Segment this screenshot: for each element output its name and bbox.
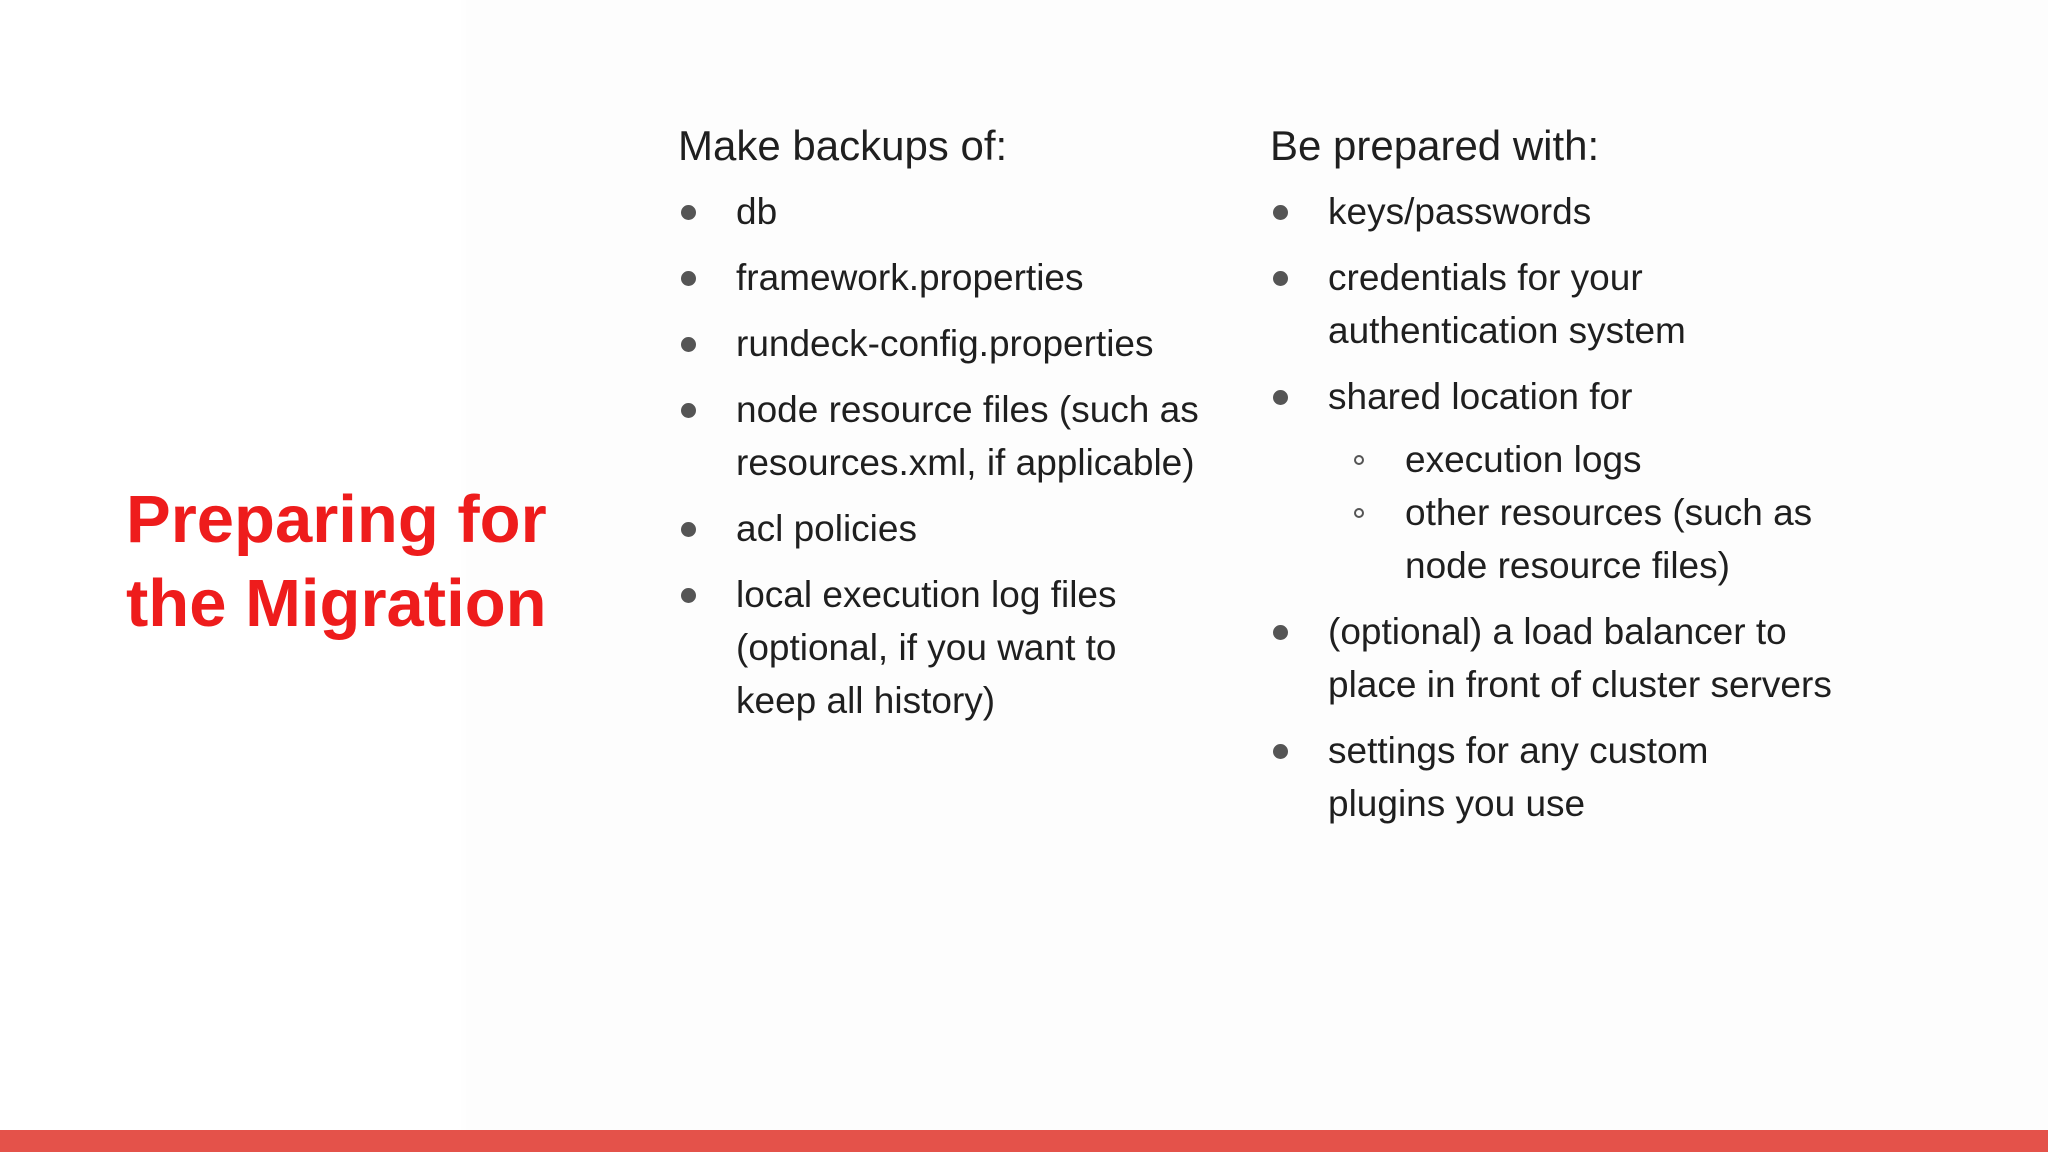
list-item-text: credentials for your authentication system: [1328, 257, 1686, 351]
bullet-icon: [1273, 205, 1288, 220]
list-item: [1270, 370, 1888, 592]
list-item-text: shared location for: [1328, 376, 1633, 417]
backups-list: [678, 185, 1218, 727]
list-item: [1270, 605, 1848, 711]
sub-list-item-text: execution logs: [1405, 439, 1642, 480]
bullet-icon: [681, 205, 696, 220]
list-item-text: rundeck-config.properties: [736, 323, 1154, 364]
bullet-icon: [1273, 625, 1288, 640]
backups-heading: Make backups of:: [678, 122, 1008, 169]
bullet-icon: [681, 522, 696, 537]
bullet-icon: [681, 337, 696, 352]
bullet-icon: [1273, 271, 1288, 286]
list-item-text: keys/passwords: [1328, 191, 1592, 232]
list-item-text: settings for any custom plugins you use: [1328, 730, 1709, 824]
bottom-accent-bar: [0, 1130, 2048, 1152]
shared-location-sublist: [1328, 433, 1888, 592]
list-item: [678, 185, 1176, 238]
prepared-list: [1270, 185, 1890, 830]
prepared-column: [1270, 116, 1890, 830]
sub-list-item: [1328, 486, 1888, 592]
list-item-text: db: [736, 191, 778, 232]
bullet-icon: [681, 403, 696, 418]
list-item-text: framework.properties: [736, 257, 1084, 298]
bullet-icon: [1273, 390, 1288, 405]
bullet-icon: [681, 588, 696, 603]
sub-list-item: [1328, 433, 1888, 486]
bullet-icon: [1273, 744, 1288, 759]
bullet-icon: [681, 271, 696, 286]
hollow-bullet-icon: [1354, 508, 1364, 518]
list-item: [678, 317, 1218, 370]
list-item-text: local execution log files (optional, if you want to keep all history): [736, 574, 1117, 721]
list-item: [678, 568, 1176, 727]
backups-column: [678, 116, 1218, 727]
list-item: [678, 251, 1176, 304]
title-line-2: the Migration: [126, 566, 547, 641]
slide-title: [126, 478, 606, 646]
list-item: [678, 383, 1216, 489]
hollow-bullet-icon: [1354, 455, 1364, 465]
title-line-1: Preparing for: [126, 482, 547, 557]
list-item: [1270, 724, 1788, 830]
list-item-text: acl policies: [736, 508, 917, 549]
list-item-text: node resource files (such as resources.xml, if applicable): [736, 389, 1199, 483]
sub-list-item-text: other resources (such as node resource files): [1405, 492, 1813, 586]
list-item-text: (optional) a load balancer to place in front of cluster servers: [1328, 611, 1832, 705]
prepared-heading: Be prepared with:: [1270, 122, 1600, 169]
list-item: [1270, 251, 1748, 357]
list-item: [1270, 185, 1828, 238]
list-item: [678, 502, 1176, 555]
